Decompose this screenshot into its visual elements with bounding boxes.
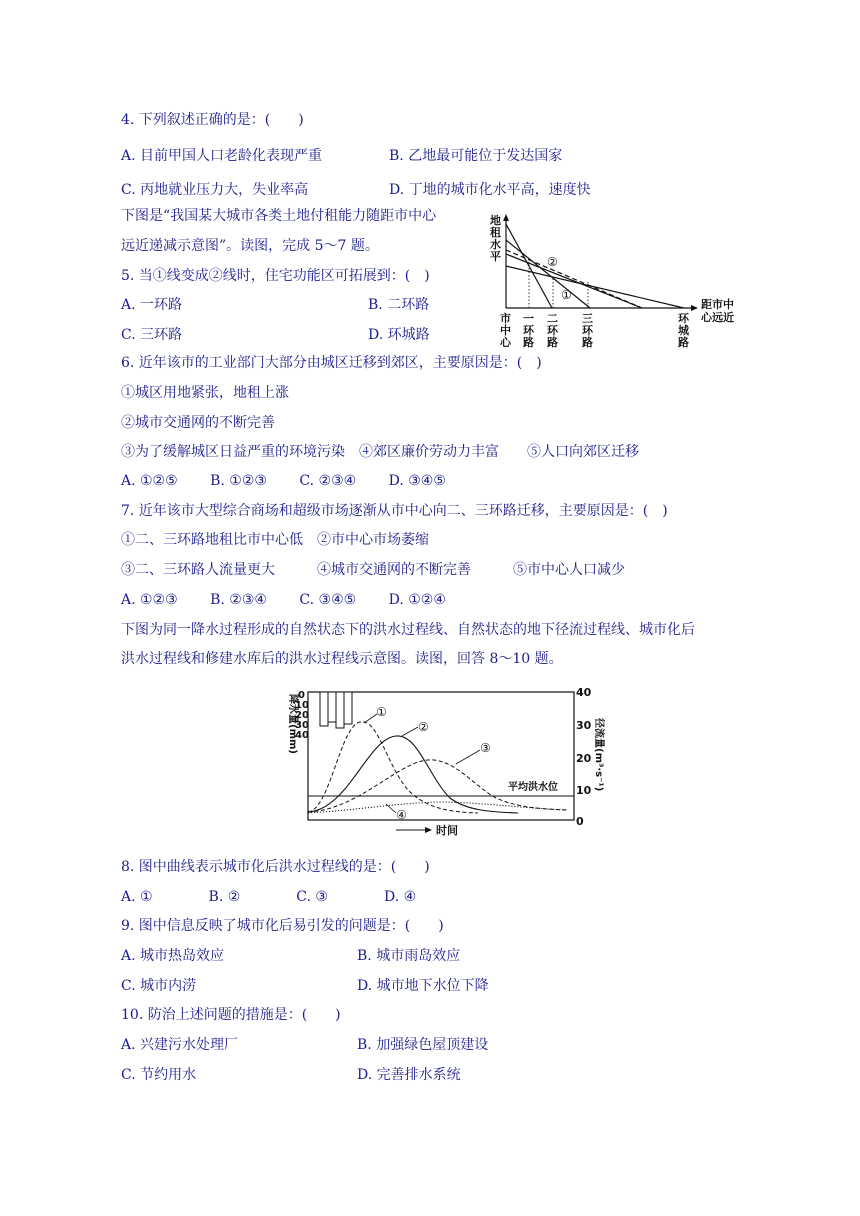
tick-label-char: 路 xyxy=(547,336,558,349)
q6-stem: 6. 近年该市的工业部门大部分由城区迁移到郊区，主要原因是：( ) xyxy=(121,355,542,371)
tick-label-char: 路 xyxy=(678,336,689,349)
right-tick: 30 xyxy=(576,719,592,732)
q5-option-a: A. 一环路 xyxy=(121,297,183,313)
q4-stem: 4. 下列叙述正确的是：( ) xyxy=(121,112,304,128)
q6-answers: A. ①②⑤ B. ①②③ C. ②③④ D. ③④⑤ xyxy=(121,473,446,489)
tick-label-char: 路 xyxy=(582,336,593,349)
q10-stem: 10. 防治上述问题的措施是：( ) xyxy=(121,1007,341,1023)
tick-label-char: 中 xyxy=(500,324,511,337)
intro-5-7-line2: 远近递减示意图”。读图，完成 5～7 题。 xyxy=(121,238,379,254)
tick-label-char: 环 xyxy=(547,324,558,337)
tick-label-char: 环 xyxy=(678,312,689,325)
right-tick: 0 xyxy=(576,815,584,828)
tick-label-char: 路 xyxy=(523,336,534,349)
q9-stem: 9. 图中信息反映了城市化后易引发的问题是：( ) xyxy=(121,918,444,934)
precipitation-axis-label: 降水量(mm) xyxy=(287,694,298,754)
q5-option-b: B. 二环路 xyxy=(368,297,430,313)
q4-option-a: A. 目前甲国人口老龄化表现严重 xyxy=(121,148,323,164)
time-label: 时间 xyxy=(436,824,458,837)
q9-option-c: C. 城市内涝 xyxy=(121,978,197,994)
q10-option-b: B. 加强绿色屋顶建设 xyxy=(357,1037,489,1053)
right-tick: 40 xyxy=(576,686,592,699)
tick-label-char: 心 xyxy=(500,336,511,349)
right-tick: 20 xyxy=(576,752,592,765)
q7-options-3-5: ③二、三环路人流量更大 ④城市交通网的不断完善 ⑤市中心人口减少 xyxy=(121,562,625,578)
tick-label-char: 环 xyxy=(523,324,534,337)
tick-label-char: 城 xyxy=(678,324,689,337)
curve-1-label: ① xyxy=(376,705,387,719)
flood-hydrograph-diagram xyxy=(278,686,608,838)
q10-option-d: D. 完善排水系统 xyxy=(357,1067,461,1083)
intro-5-7-line1: 下图是“我国某大城市各类土地付租能力随距市中心 xyxy=(121,208,437,224)
y-axis-label-char: 地 xyxy=(490,214,501,227)
curve-1-label: ① xyxy=(561,288,572,302)
q5-option-d: D. 环城路 xyxy=(368,327,430,343)
left-tick: 10 xyxy=(295,700,309,711)
q10-option-a: A. 兴建污水处理厂 xyxy=(121,1037,239,1053)
q4-option-c: C. 丙地就业压力大，失业率高 xyxy=(121,182,309,198)
q9-option-d: D. 城市地下水位下降 xyxy=(357,978,489,994)
left-tick: 30 xyxy=(295,720,309,731)
q5-option-c: C. 三环路 xyxy=(121,327,183,343)
tick-label-char: 市 xyxy=(500,312,511,325)
land-rent-diagram xyxy=(480,210,742,350)
q9-option-b: B. 城市雨岛效应 xyxy=(357,948,461,964)
q6-options-3-5: ③为了缓解城区日益严重的环境污染 ④郊区廉价劳动力丰富 ⑤人口向郊区迁移 xyxy=(121,444,639,460)
intro-8-10-line2: 洪水过程线和修建水库后的洪水过程线示意图。读图，回答 8～10 题。 xyxy=(121,651,563,667)
q10-option-c: C. 节约用水 xyxy=(121,1067,197,1083)
q6-option-1: ①城区用地紧张，地租上涨 xyxy=(121,385,289,401)
q8-stem: 8. 图中曲线表示城市化后洪水过程线的是：( ) xyxy=(121,859,430,875)
y-axis-label-char: 平 xyxy=(490,250,501,263)
curve-3-label: ③ xyxy=(480,741,491,755)
tick-label-char: 一 xyxy=(523,312,534,325)
tick-label-char: 环 xyxy=(582,324,593,337)
q9-option-a: A. 城市热岛效应 xyxy=(121,948,225,964)
left-tick: 0 xyxy=(298,690,305,701)
intro-8-10-line1: 下图为同一降水过程形成的自然状态下的洪水过程线、自然状态的地下径流过程线、城市化后 xyxy=(121,622,695,638)
y-axis-label-char: 租 xyxy=(490,226,501,239)
q5-stem: 5. 当①线变成②线时，住宅功能区可拓展到：( ) xyxy=(121,268,430,284)
q4-option-b: B. 乙地最可能位于发达国家 xyxy=(389,148,563,164)
q7-stem: 7. 近年该市大型综合商场和超级市场逐渐从市中心向二、三环路迁移，主要原因是：( ) xyxy=(121,503,668,519)
q8-answers: A. ① B. ② C. ③ D. ④ xyxy=(121,889,417,905)
q7-answers: A. ①②③ B. ②③④ C. ③④⑤ D. ①②④ xyxy=(121,592,446,608)
curve-2-label: ② xyxy=(547,255,558,269)
x-axis-label-line: 距市中 xyxy=(701,298,734,311)
x-axis-label-line: 心远近 xyxy=(701,311,734,324)
q4-option-d: D. 丁地的城市化水平高，速度快 xyxy=(389,182,591,198)
runoff-axis-label: 径流量(m³·s⁻¹) xyxy=(593,718,604,792)
flood-level-label: 平均洪水位 xyxy=(508,782,558,793)
q6-option-2: ②城市交通网的不断完善 xyxy=(121,415,275,431)
y-axis-label-char: 水 xyxy=(490,238,501,251)
left-tick: 40 xyxy=(295,730,309,741)
left-tick: 20 xyxy=(295,710,309,721)
curve-2-label: ② xyxy=(418,720,429,734)
right-tick: 10 xyxy=(576,784,592,797)
tick-label-char: 二 xyxy=(547,312,558,325)
curve-4-label: ④ xyxy=(396,808,407,822)
q7-options-1-2: ①二、三环路地租比市中心低 ②市中心市场萎缩 xyxy=(121,532,429,548)
tick-label-char: 三 xyxy=(582,312,593,325)
